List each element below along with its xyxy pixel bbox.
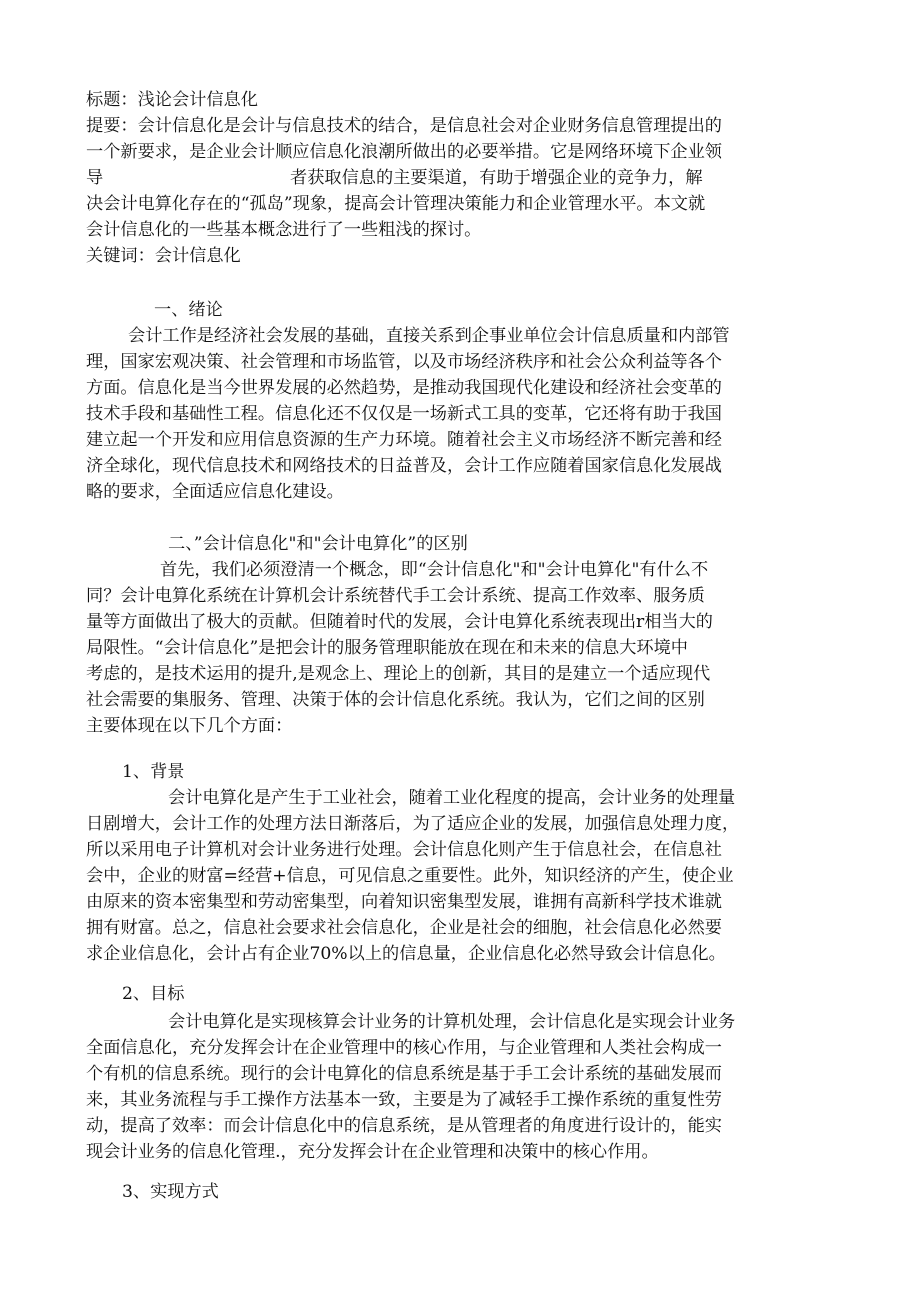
keywords-line: 关键词：会计信息化 [86, 246, 241, 266]
abstract-line-5: 会计信息化的一些基本概念进行了一些粗浅的探讨。 [86, 220, 482, 240]
bg-line-5: 由原来的资本密集型和劳动密集型，向着知识密集型发展，谁拥有高新科学技术谁就 [86, 892, 722, 912]
subheading-implementation: 3、实现方式 [122, 1182, 219, 1202]
bg-line-3: 所以采用电子计算机对会计业务进行处理。会计信息化则产生于信息社会，在信息社 [86, 840, 722, 860]
diff-line-5: 考虑的，是技术运用的提升,是观念上、理论上的创新，其目的是建立一个适应现代 [86, 664, 711, 684]
diff-line-3: 量等方面做出了极大的贡献。但随着时代的发展，会计电算化系统表现出r相当大的 [86, 612, 713, 632]
goal-line-5: 动，提高了效率：而会计信息化中的信息系统，是从管理者的角度进行设计的，能实 [86, 1116, 722, 1136]
subheading-goal: 2、目标 [122, 984, 185, 1004]
bg-line-4: 会中，企业的财富=经营+信息，可见信息之重要性。此外，知识经济的产生，使企业 [86, 866, 734, 886]
diff-line-6: 社会需要的集服务、管理、决策于体的会计信息化系统。我认为，它们之间的区别 [86, 690, 705, 710]
goal-line-6: 现会计业务的信息化管理.，充分发挥会计在企业管理和决策中的核心作用。 [86, 1142, 659, 1162]
abstract-line-1: 提要：会计信息化是会计与信息技术的结合，是信息社会对企业财务信息管理提出的 [86, 116, 722, 136]
intro-line-3: 方面。信息化是当今世界发展的必然趋势，是推动我国现代化建设和经济社会变革的 [86, 378, 722, 398]
intro-line-6: 济全球化，现代信息技术和网络技术的日益普及，会计工作应随着国家信息化发展战 [86, 456, 722, 476]
diff-line-7: 主要体现在以下几个方面： [86, 716, 293, 736]
abstract-line-3b: 者获取信息的主要渠道，有助于增强企业的竞争力，解 [290, 168, 703, 188]
intro-line-5: 建立起一个开发和应用信息资源的生产力环境。随着社会主义市场经济不断完善和经 [86, 430, 722, 450]
diff-line-2: 同？会计电算化系统在计算机会计系统替代手工会计系统、提高工作效率、服务质 [86, 586, 705, 606]
goal-line-1: 会计电算化是实现核算会计业务的计算机处理，会计信息化是实现会计业务 [168, 1012, 736, 1032]
intro-line-7: 略的要求，全面适应信息化建设。 [86, 482, 344, 502]
doc-title: 标题：浅论会计信息化 [86, 90, 258, 110]
abstract-line-3a: 导 [86, 168, 104, 188]
bg-line-7: 求企业信息化，会计占有企业70%以上的信息量，企业信息化必然导致会计信息化。 [86, 944, 726, 964]
goal-line-3: 个有机的信息系统。现行的会计电算化的信息系统是基于手工会计系统的基础发展而 [86, 1064, 722, 1084]
subheading-background: 1、背景 [122, 762, 185, 782]
heading-introduction: 一、绪论 [154, 300, 223, 320]
heading-difference: 二、”会计信息化"和"会计电算化”的区别 [168, 534, 468, 554]
diff-line-1: 首先，我们必须澄清一个概念，即“会计信息化"和"会计电算化"有什么不 [160, 560, 709, 580]
bg-line-1: 会计电算化是产生于工业社会，随着工业化程度的提高，会计业务的处理量 [168, 788, 736, 808]
goal-line-2: 全面信息化，充分发挥会计在企业管理中的核心作用，与企业管理和人类社会构成一 [86, 1038, 722, 1058]
diff-line-4: 局限性。“会计信息化”是把会计的服务管理职能放在现在和未来的信息大环境中 [86, 638, 688, 658]
abstract-line-2: 一个新要求，是企业会计顺应信息化浪潮所做出的必要举措。它是网络环境下企业领 [86, 142, 722, 162]
goal-line-4: 来，其业务流程与手工操作方法基本一致，主要是为了减轻手工操作系统的重复性劳 [86, 1090, 722, 1110]
abstract-line-4: 决会计电算化存在的“孤岛”现象，提高会计管理决策能力和企业管理水平。本文就 [86, 194, 706, 214]
bg-line-2: 日剧增大，会计工作的处理方法日渐落后，为了适应企业的发展，加强信息处理力度， [86, 814, 740, 834]
intro-line-2: 理，国家宏观决策、社会管理和市场监管，以及市场经济秩序和社会公众利益等各个 [86, 352, 722, 372]
intro-line-1: 会计工作是经济社会发展的基础，直接关系到企事业单位会计信息质量和内部管 [128, 326, 730, 346]
intro-line-4: 技术手段和基础性工程。信息化还不仅仅是一场新式工具的变革，它还将有助于我国 [86, 404, 722, 424]
bg-line-6: 拥有财富。总之，信息社会要求社会信息化，企业是社会的细胞，社会信息化必然要 [86, 918, 722, 938]
